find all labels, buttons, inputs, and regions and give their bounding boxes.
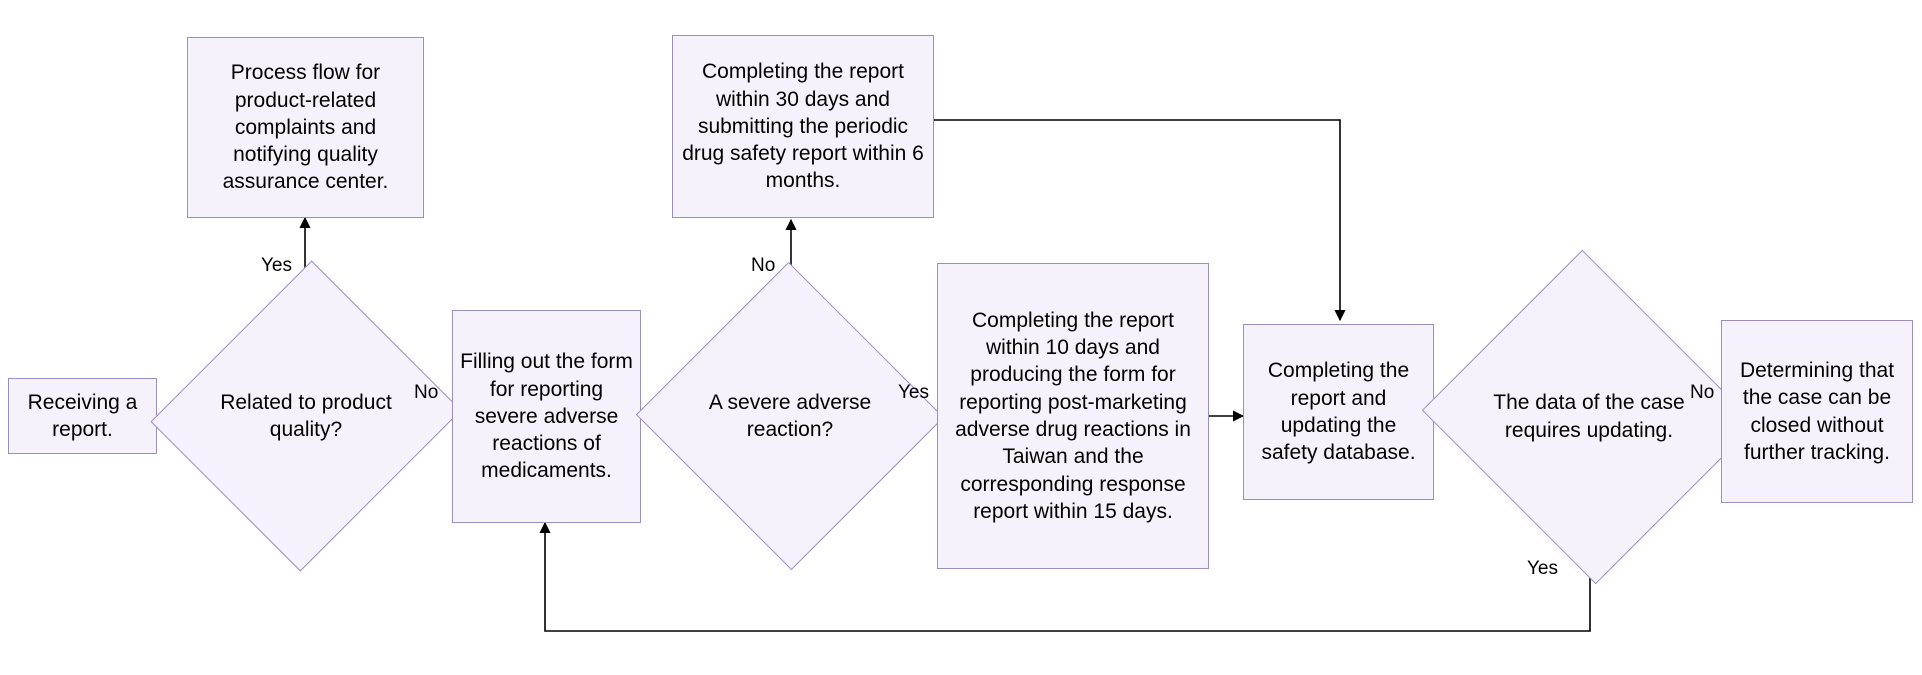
node-receiving-report[interactable] (8, 378, 157, 454)
node-case-closed-label: Determining that the case can be closed without further tracking. (1739, 358, 1895, 464)
node-case-requires-updating[interactable] (1466, 303, 1715, 530)
node-related-product-quality[interactable] (200, 302, 412, 530)
edge-label-update-no: No (1690, 382, 1715, 403)
edge-label-severe-no: No (751, 255, 776, 276)
edge-label-quality-yes: Yes (261, 255, 292, 276)
node-update-safety-database-label: Completing the report and updating the safety database. (1261, 359, 1416, 465)
edge-label-update-yes: Yes (1527, 558, 1558, 579)
node-update-safety-database[interactable] (1243, 324, 1434, 500)
node-filling-form[interactable] (452, 310, 641, 523)
node-case-requires-updating-label: The data of the case requires updating. (1493, 391, 1685, 442)
node-product-complaint-flow[interactable] (187, 37, 424, 218)
edge-label-severe-yes: Yes (898, 382, 929, 403)
node-case-closed[interactable] (1721, 320, 1913, 503)
node-report-10-days-label: Completing the report within 10 days and producing the form for reporting post-marketing adverse drug reactions in Taiwan and the corresponding response report within 15 days. (955, 308, 1191, 523)
node-receiving-report-label: Receiving a report. (27, 390, 138, 441)
node-filling-form-label: Filling out the form for reporting severe adverse reactions of medicaments. (460, 350, 633, 483)
edge-label-quality-no: No (414, 382, 439, 403)
node-severe-adverse-reaction[interactable] (680, 308, 900, 524)
node-report-30-days[interactable] (672, 35, 934, 218)
node-product-complaint-flow-label: Process flow for product-related complaints and notifying quality assurance center. (222, 61, 389, 194)
node-related-product-quality-label: Related to product quality? (220, 390, 392, 441)
node-report-30-days-label: Completing the report within 30 days and submitting the periodic drug safety report within 6 months. (682, 60, 924, 193)
node-report-10-days[interactable] (937, 263, 1209, 569)
node-severe-adverse-reaction-label: A severe adverse reaction? (708, 390, 872, 441)
